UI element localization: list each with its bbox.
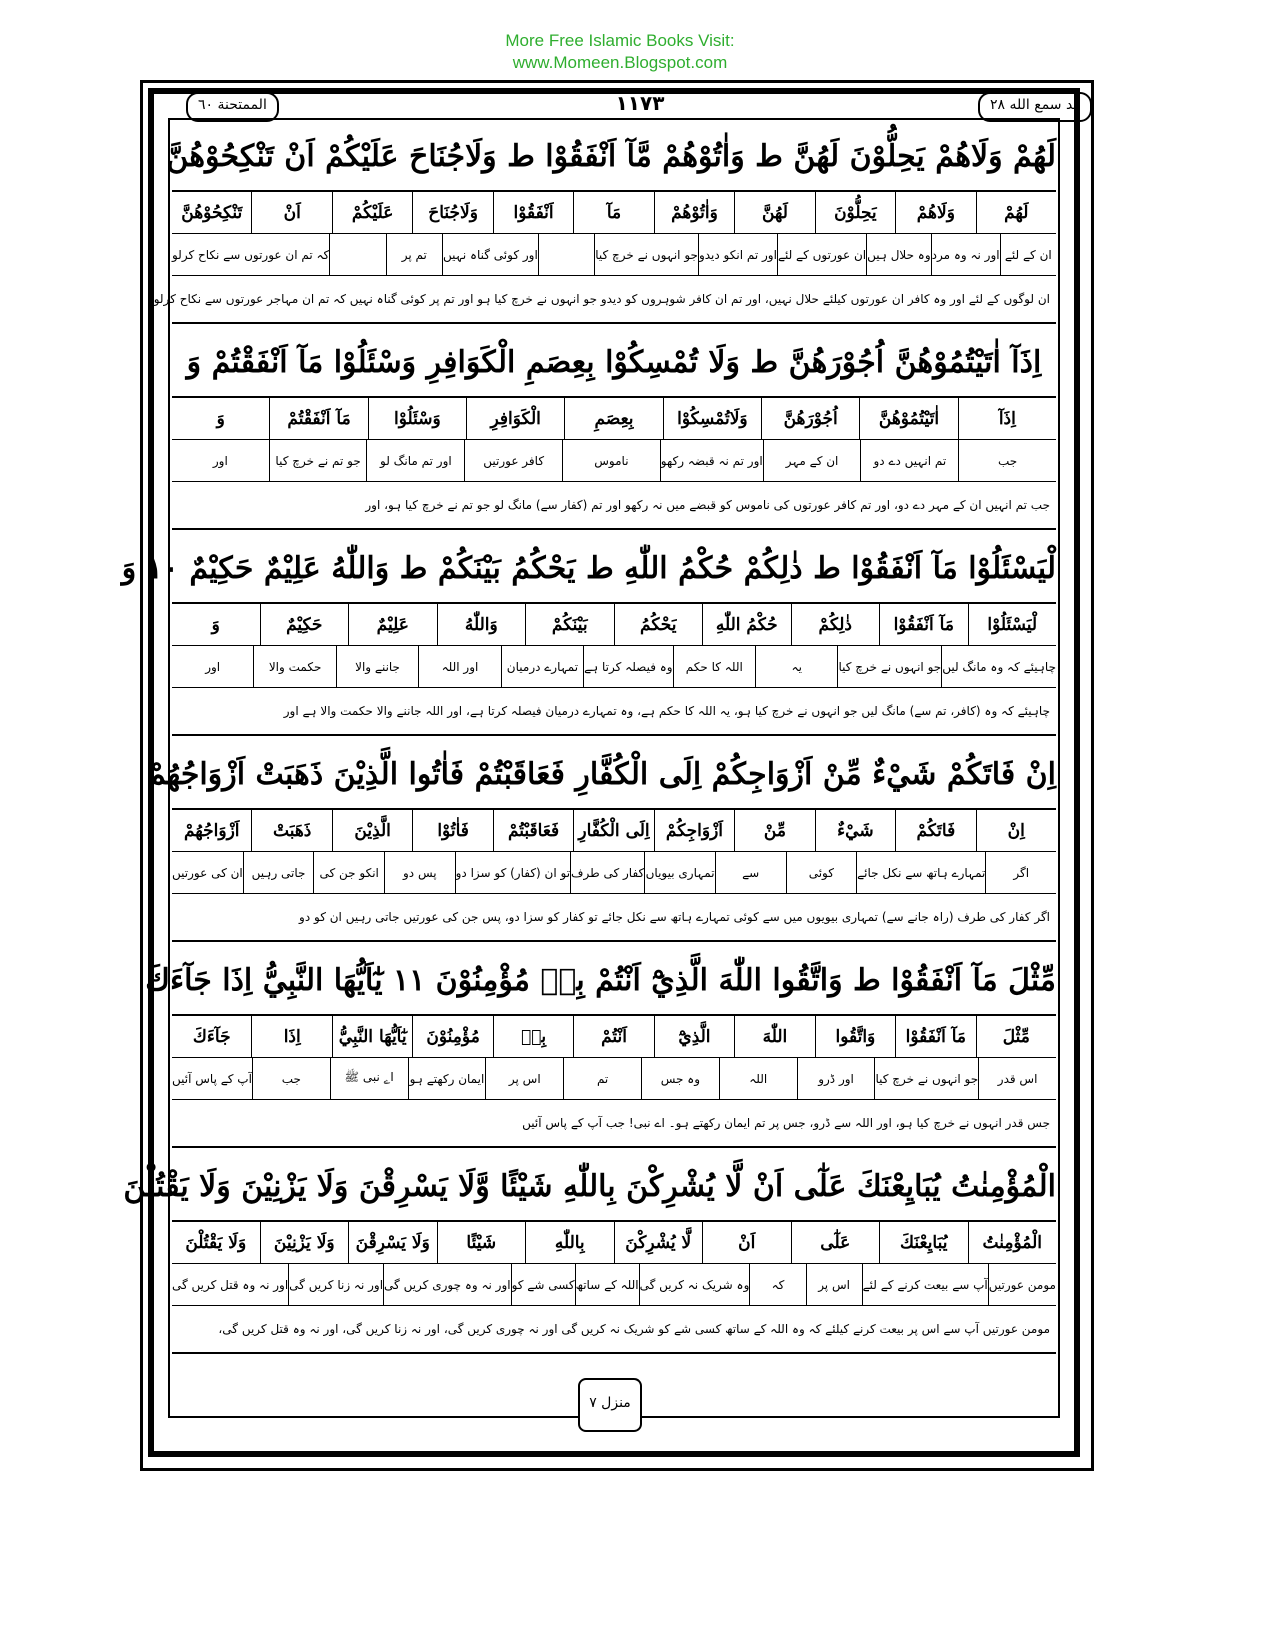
- urdu-meaning-cell: کفار کی طرف: [570, 852, 644, 893]
- urdu-meaning-cell: وہ جس: [641, 1058, 719, 1099]
- arabic-word-cell: عَلَيْكُمْ: [332, 192, 412, 233]
- arabic-word-cell: فَاٰتُوْا: [412, 810, 492, 851]
- arabic-word-cell: فَاتَكُمْ: [895, 810, 975, 851]
- verse-section: [147, 740, 1056, 942]
- word-meaning-row: [172, 234, 1056, 276]
- verse-section: [145, 946, 1056, 1148]
- arabic-word-cell: يَحْكُمُ: [614, 604, 703, 645]
- arabic-word-cell: اٰتَيْتُمُوْهُنَّ: [859, 398, 957, 439]
- arabic-verse-line: اِنْ فَاتَكُمْ شَيْءٌ مِّنْ اَزْوَاجِكُمْ اِلَى الْكُفَّارِ فَعَاقَبْتُمْ فَاٰتُوا الَّذِيْنَ ذَهَبَتْ اَزْوَاجُهُمْ: [172, 740, 1056, 810]
- arabic-word-cell: لَهُمْ: [976, 192, 1056, 233]
- arabic-word-cell: لْيَسْئَلُوْا: [968, 604, 1057, 645]
- arabic-word-cell: لَهُنَّ: [734, 192, 814, 233]
- arabic-word-cell: اَزْوَاجُهُمْ: [183, 820, 240, 841]
- arabic-verse-line: لْيَسْئَلُوْا مَآ اَنْفَقُوْا ط ذٰلِكُمْ حُكْمُ اللّٰهِ ط يَحْكُمُ بَيْنَكُمْ ط وَاللّٰهُ عَلِيْمٌ حَكِيْمٌ ١٠ وَ: [172, 534, 1056, 604]
- arabic-word-cell: عَلٰٓى: [791, 1222, 880, 1263]
- verse-section: [153, 122, 1056, 324]
- arabic-word-cell: يَحِلُّوْنَ: [815, 192, 895, 233]
- verse-section: [123, 1152, 1056, 1354]
- word-meaning-row: [172, 852, 1056, 894]
- urdu-meaning-cell: جو انہوں نے خرچ کیا: [594, 234, 698, 275]
- urdu-meaning-cell: [538, 234, 594, 275]
- urdu-meaning-cell: تو ان (کفار) کو سزا دو: [455, 852, 570, 893]
- arabic-word-cell: بِهٖ: [493, 1016, 573, 1057]
- arabic-word-cell: اللّٰهَ: [734, 1016, 814, 1057]
- urdu-meaning-cell: تم: [563, 1058, 641, 1099]
- urdu-meaning-cell: پس دو: [384, 852, 455, 893]
- urdu-meaning-cell: اور نہ وہ قتل کریں گی: [172, 1277, 289, 1292]
- urdu-translation-line: مومن عورتیں آپ سے اس پر بیعت کرنے کیلئے کہ وہ اللہ کے ساتھ کسی شے کو شریک نہ کریں گی اور نہ چوری کریں گی، اور نہ زنا کریں گی، اور نہ وہ قتل کریں گی،: [172, 1306, 1056, 1354]
- arabic-word-cell: اَزْوَاجِكُمْ: [654, 810, 734, 851]
- urdu-meaning-cell: اللہ کا حکم: [673, 646, 755, 687]
- urdu-meaning-cell: ان کی عورتیں: [172, 865, 243, 880]
- word-meaning-row: [172, 1058, 1056, 1100]
- arabic-word-cell: وَ: [211, 614, 220, 635]
- watermark-line-1: More Free Islamic Books Visit:: [505, 31, 735, 50]
- arabic-word-cell: لَّا يُشْرِكْنَ: [614, 1222, 703, 1263]
- urdu-meaning-cell: کہ: [749, 1264, 805, 1305]
- word-by-word-row: [172, 604, 1056, 646]
- arabic-word-cell: اَنْتُمْ: [573, 1016, 653, 1057]
- urdu-meaning-cell: ناموس: [562, 440, 660, 481]
- arabic-word-cell: اَنْ: [251, 192, 331, 233]
- arabic-word-cell: مَآ اَنْفَقْتُمْ: [269, 398, 367, 439]
- page-number: ١١٧٣: [615, 91, 665, 115]
- urdu-translation-line: ان لوگوں کے لئے اور وہ کافر ان عورتوں کیلئے حلال نہیں، اور تم ان کافر شوہروں کو دیدو جو انہوں نے خرچ کیا ہو اور تم پر کوئی گناہ نہیں کہ تم ان مہاجر عورتوں سے نکاح کرلو: [172, 276, 1056, 324]
- urdu-meaning-cell: کہ تم ان عورتوں سے نکاح کرلو: [171, 247, 330, 262]
- arabic-word-cell: وَلَاهُمْ: [895, 192, 975, 233]
- urdu-meaning-cell: انکو جن کی: [313, 852, 384, 893]
- urdu-meaning-cell: وہ فیصلہ کرتا ہے: [583, 646, 672, 687]
- arabic-word-cell: مَآ اَنْفَقُوْا: [895, 1016, 975, 1057]
- urdu-meaning-cell: جاتی رہیں: [243, 852, 314, 893]
- urdu-meaning-cell: تمہارے درمیان: [501, 646, 583, 687]
- arabic-word-cell: وَلَا يَقْتُلْنَ: [185, 1232, 247, 1253]
- urdu-meaning-cell: کوئی: [786, 852, 857, 893]
- arabic-word-cell: شَيْءٌ: [815, 810, 895, 851]
- urdu-meaning-cell: چاہیئے کہ وہ مانگ لیں: [941, 646, 1056, 687]
- arabic-word-cell: اِذَا: [251, 1016, 331, 1057]
- arabic-word-cell: بِاللّٰهِ: [525, 1222, 614, 1263]
- arabic-word-cell: يُبَايِعْنَكَ: [879, 1222, 968, 1263]
- urdu-meaning-cell: اور کوئی گناہ نہیں: [442, 234, 538, 275]
- arabic-word-cell: وَلَا يَزْنِيْنَ: [260, 1222, 349, 1263]
- word-by-word-row: [172, 1222, 1056, 1264]
- arabic-word-cell: وَلَا يَسْرِقْنَ: [348, 1222, 437, 1263]
- arabic-word-cell: مِّنْ: [734, 810, 814, 851]
- arabic-word-cell: مَآ: [573, 192, 653, 233]
- urdu-meaning-cell: اور نہ زنا کریں گی: [288, 1264, 383, 1305]
- arabic-word-cell: وَاتَّقُوا: [815, 1016, 895, 1057]
- arabic-word-cell: وَاللّٰهُ: [437, 604, 526, 645]
- urdu-meaning-cell: تم پر: [386, 234, 442, 275]
- arabic-verse-line: لَهُمْ وَلَاهُمْ يَحِلُّوْنَ لَهُنَّ ط وَاٰتُوْهُمْ مَّآ اَنْفَقُوْا ط وَلَاجُنَاحَ عَلَيْكُمْ اَنْ تَنْكِحُوْهُنَّ: [172, 122, 1056, 192]
- urdu-meaning-cell: مومن عورتیں: [988, 1264, 1056, 1305]
- surah-name-label: الممتحنة ٦٠: [186, 92, 279, 122]
- urdu-meaning-cell: اور: [205, 659, 221, 674]
- manzil-marker: منزل ٧: [578, 1378, 642, 1432]
- urdu-meaning-cell: جو انہوں نے خرچ کیا: [837, 646, 941, 687]
- word-meaning-row: [172, 440, 1056, 482]
- arabic-word-cell: وَلَاتُمْسِكُوْا: [663, 398, 761, 439]
- arabic-verse-line: مِّثْلَ مَآ اَنْفَقُوْا ط وَاتَّقُوا اللّٰهَ الَّذِيْٓ اَنْتُمْ بِهٖ مُؤْمِنُوْنَ ١١ يٰٓاَيُّهَا النَّبِيُّ اِذَا جَآءَكَ: [172, 946, 1056, 1016]
- juz-name-label: قد سمع الله ٢٨: [978, 92, 1092, 122]
- urdu-meaning-cell: اور تم نہ قبضہ رکھو: [660, 440, 763, 481]
- urdu-meaning-cell: اللہ کے ساتھ: [575, 1264, 639, 1305]
- urdu-meaning-cell: وہ حلال ہیں: [866, 234, 931, 275]
- arabic-verse-line: اِذَآ اٰتَيْتُمُوْهُنَّ اُجُوْرَهُنَّ ط وَلَا تُمْسِكُوْا بِعِصَمِ الْكَوَافِرِ وَسْئَلُوْا مَآ اَنْفَقْتُمْ وَ: [172, 328, 1056, 398]
- arabic-word-cell: وَاٰتُوْهُمْ: [654, 192, 734, 233]
- arabic-word-cell: مَآ اَنْفَقُوْا: [879, 604, 968, 645]
- urdu-meaning-cell: وہ شریک نہ کریں گی: [639, 1264, 750, 1305]
- urdu-meaning-cell: یہ: [755, 646, 837, 687]
- word-by-word-row: [172, 192, 1056, 234]
- arabic-word-cell: تَنْكِحُوْهُنَّ: [181, 202, 243, 223]
- urdu-meaning-cell: اے نبی ﷺ: [330, 1058, 408, 1099]
- urdu-meaning-cell: تم انہیں دے دو: [860, 440, 958, 481]
- urdu-meaning-cell: اور نہ وہ چوری کریں گی: [383, 1264, 511, 1305]
- urdu-meaning-cell: حکمت والا: [253, 646, 335, 687]
- arabic-word-cell: شَيْئًا: [437, 1222, 526, 1263]
- urdu-meaning-cell: اللہ: [719, 1058, 797, 1099]
- urdu-meaning-cell: آپ سے بیعت کرنے کے لئے: [862, 1264, 988, 1305]
- urdu-meaning-cell: اور اللہ: [418, 646, 500, 687]
- arabic-word-cell: فَعَاقَبْتُمْ: [493, 810, 573, 851]
- arabic-word-cell: ذٰلِكُمْ: [791, 604, 880, 645]
- urdu-translation-line: اگر کفار کی طرف (راہ جانے سے) تمہاری بیویوں میں سے کوئی تمہارے ہاتھ سے نکل جائے تو کفار کو سزا دو، پس جن کی عورتیں جاتی رہیں ان کو دو: [172, 894, 1056, 942]
- arabic-word-cell: مُؤْمِنُوْنَ: [412, 1016, 492, 1057]
- urdu-meaning-cell: جو تم نے خرچ کیا: [269, 440, 367, 481]
- watermark: [0, 30, 1240, 74]
- arabic-word-cell: اَنْفَقُوْا: [493, 192, 573, 233]
- verse-section: [172, 328, 1056, 530]
- watermark-line-2: www.Momeen.Blogspot.com: [512, 53, 728, 72]
- arabic-word-cell: عَلِيْمٌ: [348, 604, 437, 645]
- word-by-word-row: [172, 1016, 1056, 1058]
- arabic-word-cell: اُجُوْرَهُنَّ: [761, 398, 859, 439]
- urdu-meaning-cell: اگر: [985, 852, 1056, 893]
- urdu-meaning-cell: جب: [252, 1058, 330, 1099]
- arabic-word-cell: جَآءَكَ: [192, 1026, 231, 1047]
- urdu-meaning-cell: تمہاری بیویاں: [644, 852, 715, 893]
- urdu-meaning-cell: جب: [958, 440, 1056, 481]
- arabic-word-cell: وَ: [216, 408, 225, 429]
- urdu-meaning-cell: اور تم مانگ لو: [366, 440, 464, 481]
- urdu-meaning-cell: ایمان رکھتے ہو: [408, 1058, 486, 1099]
- urdu-meaning-cell: اور نہ وہ مرد: [931, 234, 1000, 275]
- urdu-meaning-cell: اس پر: [485, 1058, 563, 1099]
- arabic-word-cell: الَّذِيْٓ: [654, 1016, 734, 1057]
- verse-section: [121, 534, 1056, 736]
- urdu-meaning-cell: اس قدر: [978, 1058, 1056, 1099]
- arabic-word-cell: اَنْ: [702, 1222, 791, 1263]
- arabic-word-cell: وَسْئَلُوْا: [368, 398, 466, 439]
- urdu-meaning-cell: آپ کے پاس آئیں: [172, 1071, 252, 1086]
- arabic-word-cell: الَّذِيْنَ: [332, 810, 412, 851]
- arabic-word-cell: اِذَآ: [958, 398, 1056, 439]
- urdu-meaning-cell: ان عورتوں کے لئے: [777, 234, 866, 275]
- word-meaning-row: [172, 1264, 1056, 1306]
- arabic-word-cell: اِنْ: [976, 810, 1056, 851]
- arabic-word-cell: وَلَاجُنَاحَ: [412, 192, 492, 233]
- arabic-word-cell: الْمُؤْمِنٰتُ: [968, 1222, 1057, 1263]
- arabic-word-cell: اِلَى الْكُفَّارِ: [573, 810, 653, 851]
- urdu-meaning-cell: اور: [212, 453, 228, 468]
- urdu-meaning-cell: ان کے لئے: [1000, 234, 1056, 275]
- urdu-meaning-cell: ان کے مہر: [763, 440, 861, 481]
- urdu-meaning-cell: [329, 234, 385, 275]
- urdu-translation-line: چاہیئے کہ وہ (کافر، تم سے) مانگ لیں جو انہوں نے خرچ کیا ہو، یہ اللہ کا حکم ہے، وہ تمہارے درمیان فیصلہ کرتا ہے، اور اللہ جاننے والا حکمت والا ہے اور: [172, 688, 1056, 736]
- urdu-meaning-cell: اس پر: [806, 1264, 862, 1305]
- urdu-meaning-cell: تمہارے ہاتھ سے نکل جائے: [856, 852, 985, 893]
- arabic-verse-line: الْمُؤْمِنٰتُ يُبَايِعْنَكَ عَلٰٓى اَنْ لَّا يُشْرِكْنَ بِاللّٰهِ شَيْئًا وَّلَا يَسْرِقْنَ وَلَا يَزْنِيْنَ وَلَا يَقْتُلْنَ: [172, 1152, 1056, 1222]
- arabic-word-cell: حُكْمُ اللّٰهِ: [702, 604, 791, 645]
- urdu-meaning-cell: جو انہوں نے خرچ کیا: [874, 1058, 978, 1099]
- arabic-word-cell: حَكِيْمٌ: [260, 604, 349, 645]
- arabic-word-cell: يٰٓاَيُّهَا النَّبِيُّ: [332, 1016, 412, 1057]
- urdu-meaning-cell: جاننے والا: [336, 646, 418, 687]
- word-by-word-row: [172, 810, 1056, 852]
- word-by-word-row: [172, 398, 1056, 440]
- urdu-meaning-cell: کسی شے کو: [511, 1264, 575, 1305]
- urdu-meaning-cell: اور ڈرو: [797, 1058, 875, 1099]
- urdu-meaning-cell: سے: [715, 852, 786, 893]
- arabic-word-cell: بِعِصَمِ: [564, 398, 662, 439]
- arabic-word-cell: ذَهَبَتْ: [251, 810, 331, 851]
- urdu-translation-line: جب تم انہیں ان کے مہر دے دو، اور تم کافر عورتوں کی ناموس کو قبضے میں نہ رکھو اور تم (کفار سے) مانگ لو جو تم نے خرچ کیا ہو، اور: [172, 482, 1056, 530]
- urdu-translation-line: جس قدر انہوں نے خرچ کیا ہو، اور اللہ سے ڈرو، جس پر تم ایمان رکھتے ہو۔ اے نبی! جب آپ کے پاس آئیں: [172, 1100, 1056, 1148]
- urdu-meaning-cell: کافر عورتیں: [464, 440, 562, 481]
- arabic-word-cell: الْكَوَافِرِ: [466, 398, 564, 439]
- word-meaning-row: [172, 646, 1056, 688]
- arabic-word-cell: بَيْنَكُمْ: [525, 604, 614, 645]
- urdu-meaning-cell: اور تم انکو دیدو: [698, 234, 777, 275]
- arabic-word-cell: مِّثْلَ: [976, 1016, 1056, 1057]
